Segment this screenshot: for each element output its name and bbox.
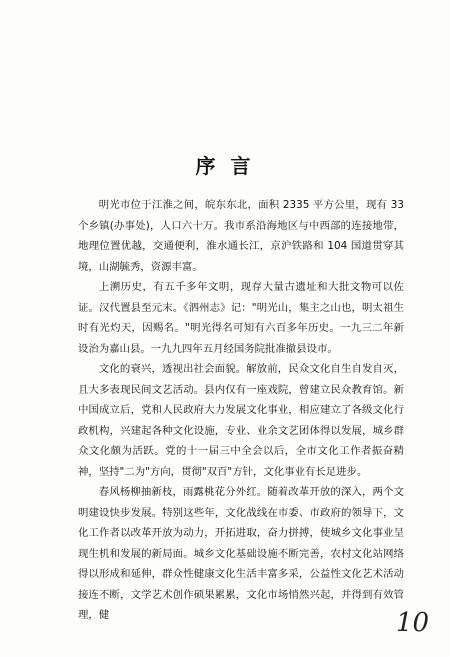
paragraph: 文化的衰兴，透视出社会面貌。解放前，民众文化自生自发自灭，且大多表现民间文艺活动。县内仅有一座戏院，曾建立民众教育馆。新中国成立后，党和人民政府大力发展文化事业，相应建立了各级文化行政机构，兴建起各种文化设施，专业、业余文艺团体得以发展，城乡群众文化颇为活跃。党的十一届三中全会以后，全市文化工作者振奋精神，坚持"二为"方向，贯彻"双百"方针，文化事业有长足进步。 — [78, 363, 404, 478]
page-title: 序 言 — [195, 154, 255, 178]
paragraph: 明光市位于江淮之间，皖东东北，面积 2335 平方公里，现有 33 个乡镇(办事处)，人口六十万。我市系沿海地区与中西部的连接地带，地理位置优越，交通便利，淮水通长江，京沪铁路和 104 国道贯穿其境，山湖毓秀，资源丰富。 — [78, 199, 404, 273]
paragraph: 上溯历史，有五千多年文明，现存大量古遗址和大批文物可以佐证。汉代置县至元末。《泗州志》记："明光山，集主之山也，明太祖生时有光灼天，因赐名。"明光得名可知有六百多年历史。一九三二年新设治为嘉山县。一九九四年五月经国务院批准撤县设市。 — [78, 281, 404, 355]
body-text — [78, 195, 404, 626]
page-number: 10 — [396, 608, 430, 638]
paragraph: 春风杨柳抽新枝，雨露桃花分外红。随着改革开放的深入，两个文明建设快步发展。特别这些年，文化战线在市委、市政府的领导下，文化工作者以改革开放为动力，开拓进取，奋力拼搏，使城乡文化事业呈现生机和发展的新局面。城乡文化基础设施不断完善，农村文化站网络得以形成和延伸，群众性健康文化生活丰富多采，公益性文化艺术活动接连不断，文学艺术创作硕果累累，文化市场悄然兴起，并得到有效管理，健 — [78, 486, 404, 621]
